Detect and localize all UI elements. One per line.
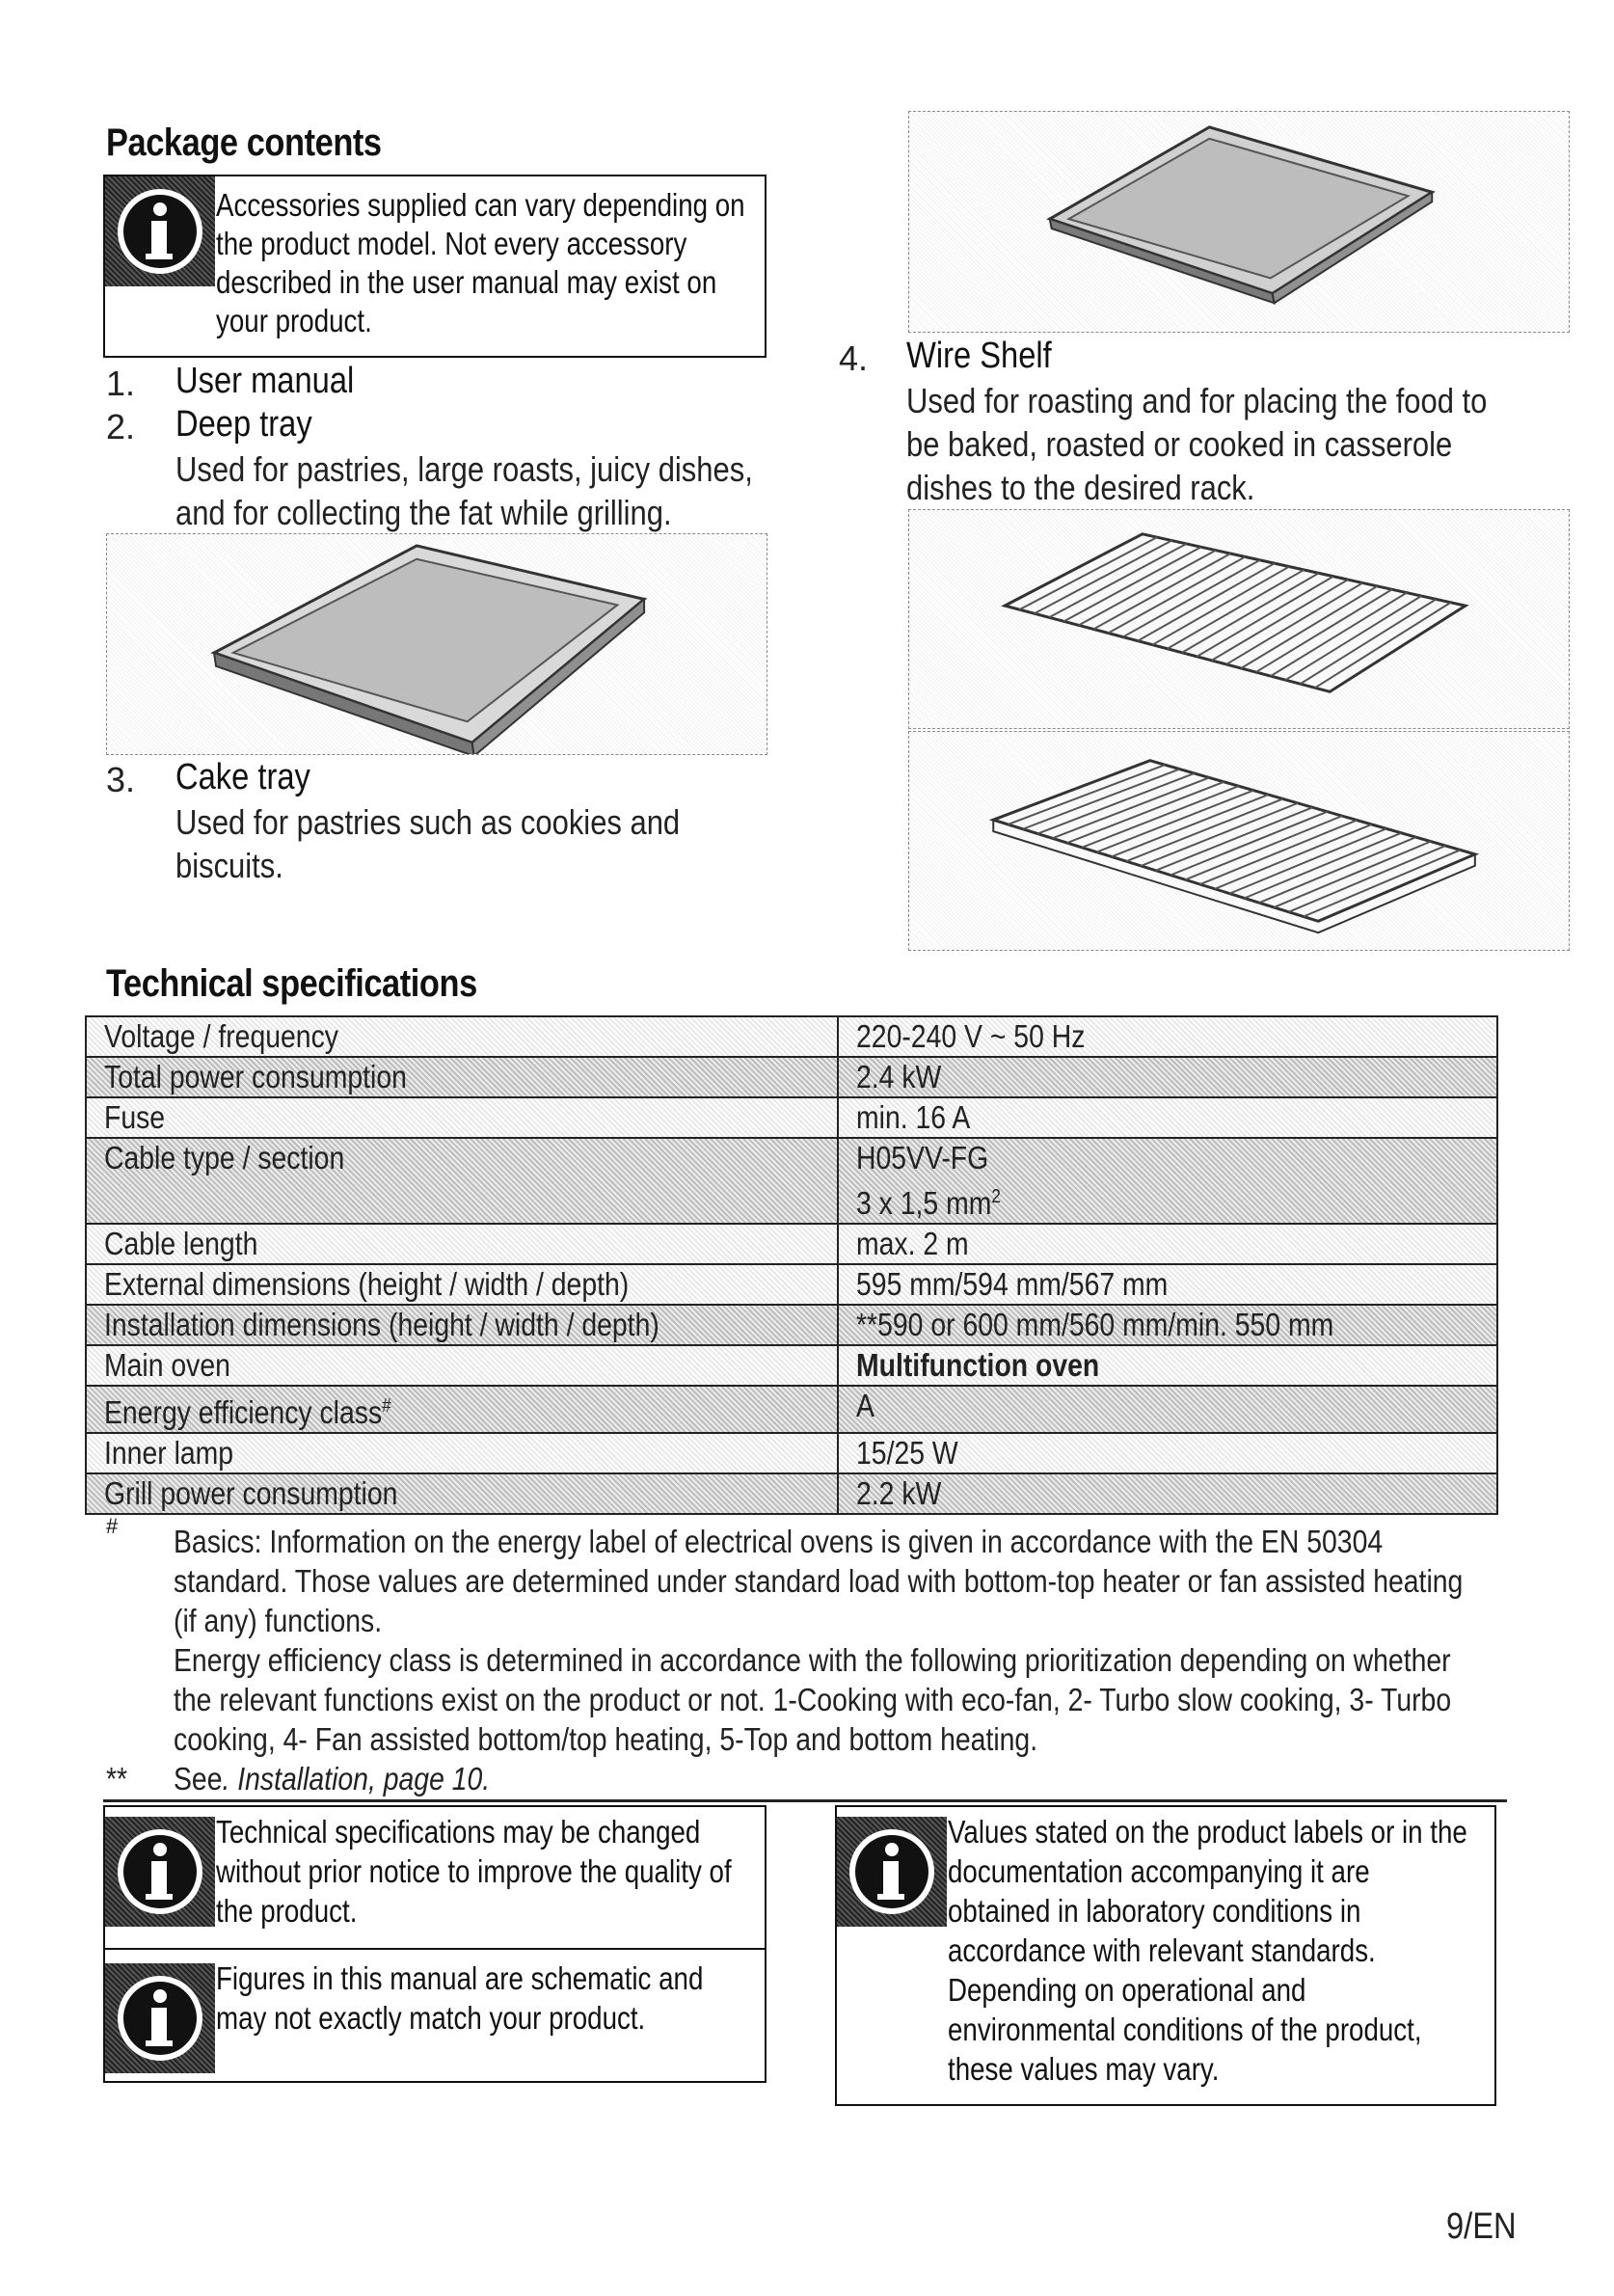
spec-value: Multifunction oven — [856, 1347, 1100, 1383]
item-number: 3. — [106, 760, 136, 799]
item-desc: Used for roasting and for placing the food to — [906, 381, 1488, 420]
spec-param: Installation dimensions (height / width / depth) — [104, 1307, 659, 1342]
spec-value: max. 2 m — [856, 1226, 969, 1261]
item-number: 4. — [839, 338, 869, 378]
schematic-figures-note — [103, 1948, 767, 2083]
wire-rod — [1289, 846, 1446, 912]
footnote-line: the relevant functions exist on the product or not. 1-Cooking with eco-fan, 2- Turbo slow cooking, 3- Turbo — [174, 1682, 1452, 1717]
technical-specifications-title: Technical specifications — [106, 962, 477, 1005]
wire-shelf-illustration — [908, 731, 1570, 951]
spec-value: H05VV-FG — [856, 1140, 989, 1175]
wire-rod — [1170, 812, 1328, 876]
footnote-hash-mark: # — [106, 1514, 119, 1538]
item-number: 1. — [106, 364, 136, 403]
spec-param: Voltage / frequency — [104, 1018, 338, 1054]
wire-rod — [1126, 798, 1283, 861]
item-desc: dishes to the desired rack. — [906, 468, 1255, 507]
wire-rod — [1245, 833, 1402, 899]
wire-rod — [1108, 556, 1245, 633]
spec-value: 2.2 kW — [856, 1475, 942, 1511]
info-icon — [105, 1817, 215, 1927]
footnote-line: (if any) functions. — [174, 1603, 383, 1638]
spec-value: **590 or 600 mm/560 mm/min. 550 mm — [856, 1307, 1334, 1342]
wire-rod — [1285, 596, 1421, 680]
wire-rod — [1229, 828, 1386, 893]
spec-param: Energy efficiency class# — [104, 1394, 391, 1430]
info-icon — [837, 1817, 947, 1927]
wire-rod — [1035, 541, 1172, 614]
deep-tray-illustration — [106, 533, 767, 755]
note-line: Technical specifications may be changed — [216, 1814, 701, 1850]
footnote-line: Basics: Information on the energy label of electrical ovens is given in accordance with the EN 50304 — [174, 1524, 1384, 1559]
spec-param: Cable length — [104, 1226, 258, 1261]
page-number: 9/EN — [1446, 2206, 1517, 2247]
spec-param: Cable type / section — [104, 1140, 345, 1175]
note-line: your product. — [216, 303, 372, 338]
spec-param: External dimensions (height / width / depth) — [104, 1266, 630, 1302]
footnote-line: cooking, 4- Fan assisted bottom/top heating, 5-Top and bottom heating. — [174, 1721, 1038, 1757]
item-desc: Used for pastries, large roasts, juicy dishes, — [175, 449, 753, 489]
spec-value: 15/25 W — [856, 1435, 958, 1471]
note-line: the product model. Not every accessory — [216, 226, 687, 261]
table-row — [86, 1386, 1497, 1433]
item-desc: Used for pastries such as cookies and — [175, 802, 681, 842]
wire-rod — [1301, 599, 1437, 684]
wire-rod — [1079, 551, 1216, 626]
table-row — [86, 1057, 1497, 1097]
footnote-star-mark: ** — [106, 1761, 128, 1796]
spec-change-note — [103, 1805, 767, 1950]
wire-rod — [1200, 821, 1358, 885]
item-desc: biscuits. — [175, 846, 283, 885]
table-row — [86, 1305, 1497, 1345]
note-line: these values may vary. — [948, 2051, 1220, 2087]
wire-rod — [1256, 589, 1392, 672]
wire-rod — [1123, 560, 1260, 637]
spec-value: 595 mm/594 mm/567 mm — [856, 1266, 1169, 1302]
info-icon — [105, 176, 215, 286]
wire-rod — [1274, 842, 1431, 907]
note-line: without prior notice to improve the quality of — [216, 1853, 732, 1889]
wire-rod — [1185, 816, 1342, 879]
footnote-line: standard. Those values are determined under standard load with bottom-top heater or fan assisted heating — [174, 1563, 1464, 1599]
table-row — [86, 1224, 1497, 1264]
spec-param: Main oven — [104, 1347, 230, 1383]
footnote-star-text: See. Installation, page 10. — [174, 1761, 491, 1796]
spec-value: A — [856, 1388, 874, 1423]
spec-value: 220-240 V ~ 50 Hz — [856, 1018, 1086, 1054]
note-line: Figures in this manual are schematic and — [216, 1960, 704, 1996]
spec-value: 2.4 kW — [856, 1059, 942, 1094]
wire-shelf-illustration — [908, 509, 1570, 729]
wire-rod — [1141, 803, 1298, 866]
cake-tray-illustration — [908, 111, 1570, 333]
package-contents-title: Package contents — [106, 122, 382, 164]
wire-rod — [1197, 577, 1333, 657]
item-number: 2. — [106, 407, 136, 446]
note-line: obtained in laboratory conditions in — [948, 1893, 1361, 1929]
wire-rod — [1152, 567, 1289, 645]
note-line: may not exactly match your product. — [216, 2000, 646, 2036]
wire-rod — [1271, 593, 1407, 677]
wire-rod — [1315, 603, 1451, 689]
spec-value-line2: 3 x 1,5 $mm^2$ — [856, 1185, 1001, 1221]
note-line: documentation accompanying it are — [948, 1853, 1370, 1889]
wire-rod — [1226, 582, 1362, 663]
wire-rod — [1156, 807, 1313, 870]
item-title-deep-tray: Deep tray — [175, 404, 312, 445]
lab-values-note — [835, 1805, 1496, 2106]
table-row — [86, 1345, 1497, 1386]
wire-rod — [1049, 544, 1186, 617]
table-row — [86, 1138, 1497, 1224]
wire-rod — [1182, 573, 1319, 652]
wire-rod — [1093, 554, 1230, 629]
item-desc: be baked, roasted or cooked in casserole — [906, 424, 1453, 464]
table-row — [86, 1473, 1497, 1514]
item-title-cake-tray: Cake tray — [175, 757, 310, 797]
info-icon — [105, 1963, 215, 2073]
note-line: environmental conditions of the product, — [948, 2012, 1422, 2047]
table-row — [86, 1016, 1497, 1057]
note-line: Depending on operational and — [948, 1972, 1306, 2008]
divider — [103, 1799, 1507, 1802]
note-line: the product. — [216, 1893, 358, 1929]
table-row — [86, 1264, 1497, 1305]
accessories-note — [103, 175, 767, 358]
note-line: Accessories supplied can vary depending on — [216, 187, 745, 223]
table-row — [86, 1097, 1497, 1138]
wire-rod — [1138, 563, 1275, 640]
wire-rod — [1168, 570, 1305, 649]
item-title-user-manual: User manual — [175, 361, 355, 401]
wire-rod — [1019, 537, 1157, 609]
spec-table — [85, 1015, 1498, 1515]
wire-rod — [1304, 850, 1461, 916]
spec-value: min. 16 A — [856, 1099, 971, 1135]
spec-param: Total power consumption — [104, 1059, 407, 1094]
spec-param: Inner lamp — [104, 1435, 234, 1471]
note-line: described in the user manual may exist on — [216, 264, 717, 300]
installation-page-reference[interactable]: . Installation, page 10. — [222, 1761, 491, 1796]
wire-rod — [1212, 580, 1348, 661]
wire-rod — [1215, 824, 1372, 889]
note-line: accordance with relevant standards. — [948, 1932, 1376, 1968]
wire-rod — [1241, 586, 1377, 668]
footnote-line: Energy efficiency class is determined in accordance with the following prioritization depending on whether — [174, 1642, 1451, 1678]
spec-param: Fuse — [104, 1099, 166, 1135]
spec-param: Grill power consumption — [104, 1475, 398, 1511]
item-desc: and for collecting the fat while grilling. — [175, 493, 672, 532]
note-line: Values stated on the product labels or in the — [948, 1814, 1467, 1850]
table-row — [86, 1433, 1497, 1473]
wire-rod — [1063, 547, 1200, 621]
wire-rod — [1259, 837, 1416, 903]
item-title-wire-shelf: Wire Shelf — [906, 336, 1052, 376]
